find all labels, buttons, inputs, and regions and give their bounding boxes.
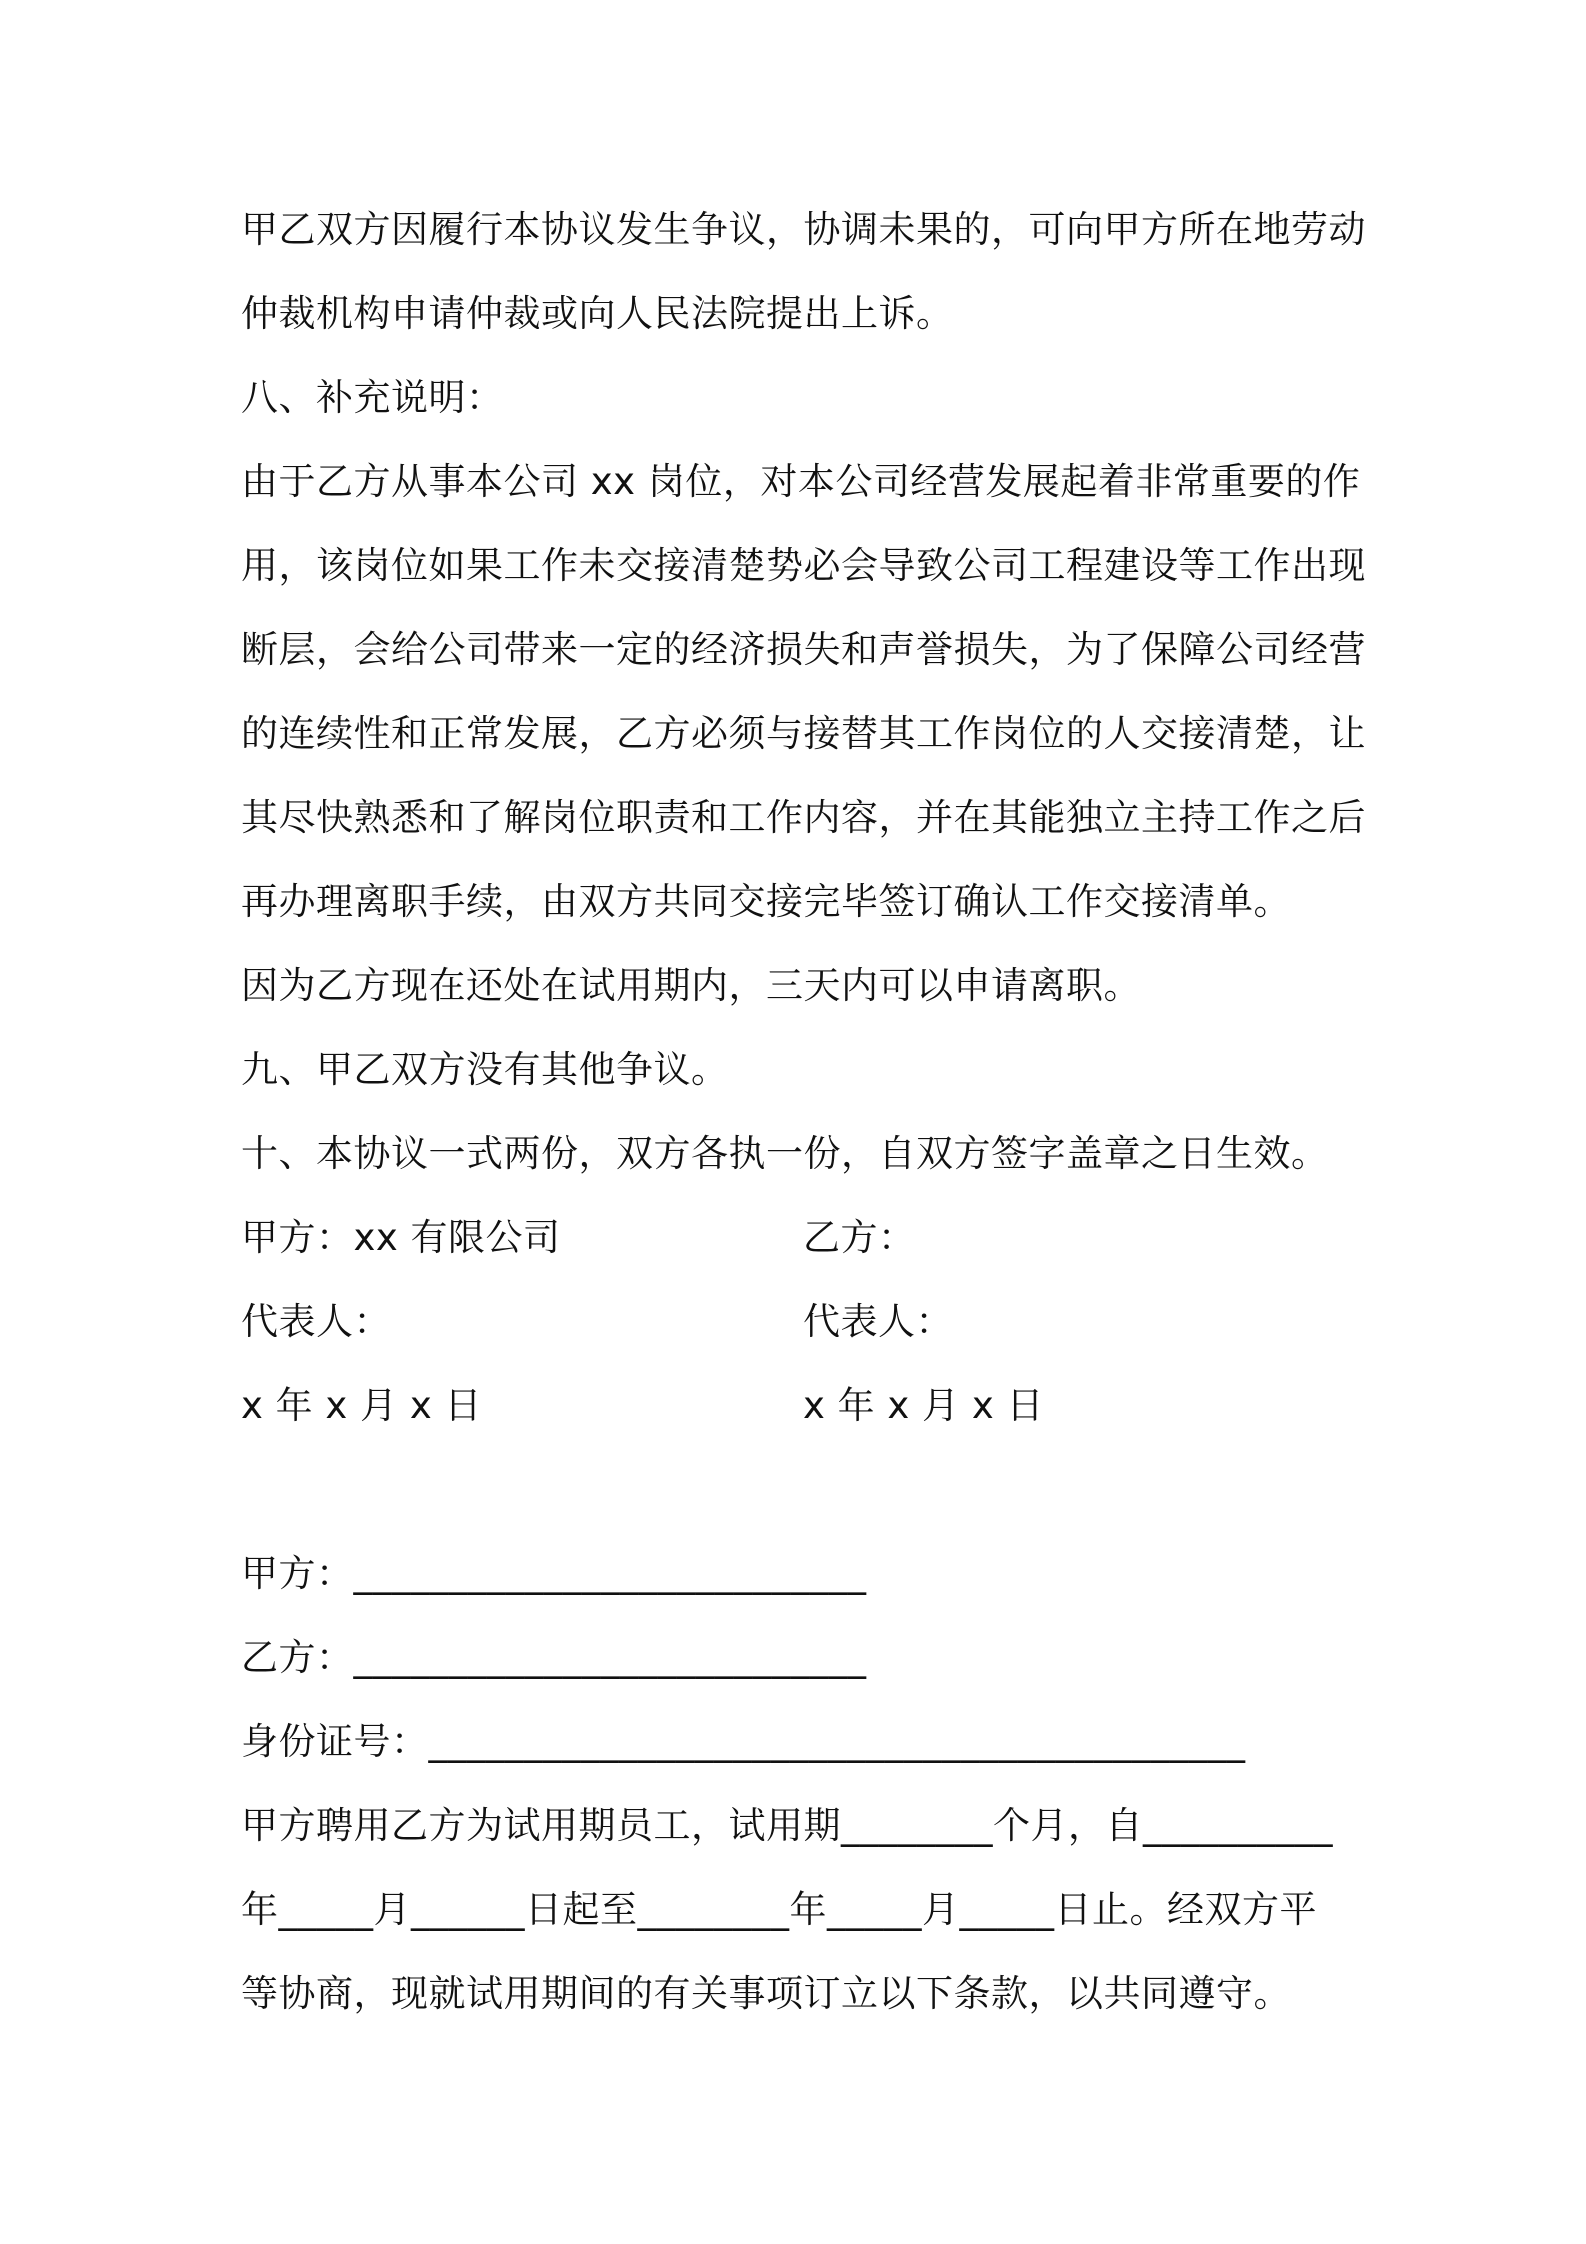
representative-a: 代表人： xyxy=(241,1300,391,1343)
date-a: x 年 x 月 x 日 xyxy=(241,1384,482,1427)
party-a-label: 甲方：xx 有限公司 xyxy=(241,1216,561,1259)
text-line: 断层，会给公司带来一定的经济损失和声誉损失，为了保障公司经营 xyxy=(241,628,1366,671)
section-heading: 十、本协议一式两份，双方各执一份，自双方签字盖章之日生效。 xyxy=(241,1132,1329,1175)
section-heading: 九、甲乙双方没有其他争议。 xyxy=(241,1048,729,1091)
party-a-blank: 甲方：___________________________ xyxy=(241,1552,867,1595)
text-line: 甲乙双方因履行本协议发生争议，协调未果的，可向甲方所在地劳动 xyxy=(241,208,1366,251)
text-line: 仲裁机构申请仲裁或向人民法院提出上诉。 xyxy=(241,292,954,335)
probation-line: 等协商，现就试用期间的有关事项订立以下条款，以共同遵守。 xyxy=(241,1972,1291,2015)
section-heading: 八、补充说明： xyxy=(241,376,504,419)
probation-line: 甲方聘用乙方为试用期员工，试用期________个月，自__________ xyxy=(241,1804,1333,1847)
text-line: 再办理离职手续，由双方共同交接完毕签订确认工作交接清单。 xyxy=(241,880,1291,923)
text-line: 因为乙方现在还处在试用期内，三天内可以申请离职。 xyxy=(241,964,1141,1007)
representative-b: 代表人： xyxy=(803,1300,953,1343)
date-b: x 年 x 月 x 日 xyxy=(803,1384,1044,1427)
text-line: 由于乙方从事本公司 xx 岗位，对本公司经营发展起着非常重要的作 xyxy=(241,460,1361,503)
probation-line: 年_____月______日起至________年_____月_____日止。经双方平 xyxy=(241,1888,1317,1931)
text-line: 的连续性和正常发展，乙方必须与接替其工作岗位的人交接清楚，让 xyxy=(241,712,1366,755)
text-line: 用，该岗位如果工作未交接清楚势必会导致公司工程建设等工作出现 xyxy=(241,544,1366,587)
text-line: 其尽快熟悉和了解岗位职责和工作内容，并在其能独立主持工作之后 xyxy=(241,796,1366,839)
party-b-blank: 乙方：___________________________ xyxy=(241,1636,867,1679)
party-b-label: 乙方： xyxy=(803,1216,916,1259)
id-number-blank: 身份证号：___________________________________________ xyxy=(241,1720,1246,1763)
